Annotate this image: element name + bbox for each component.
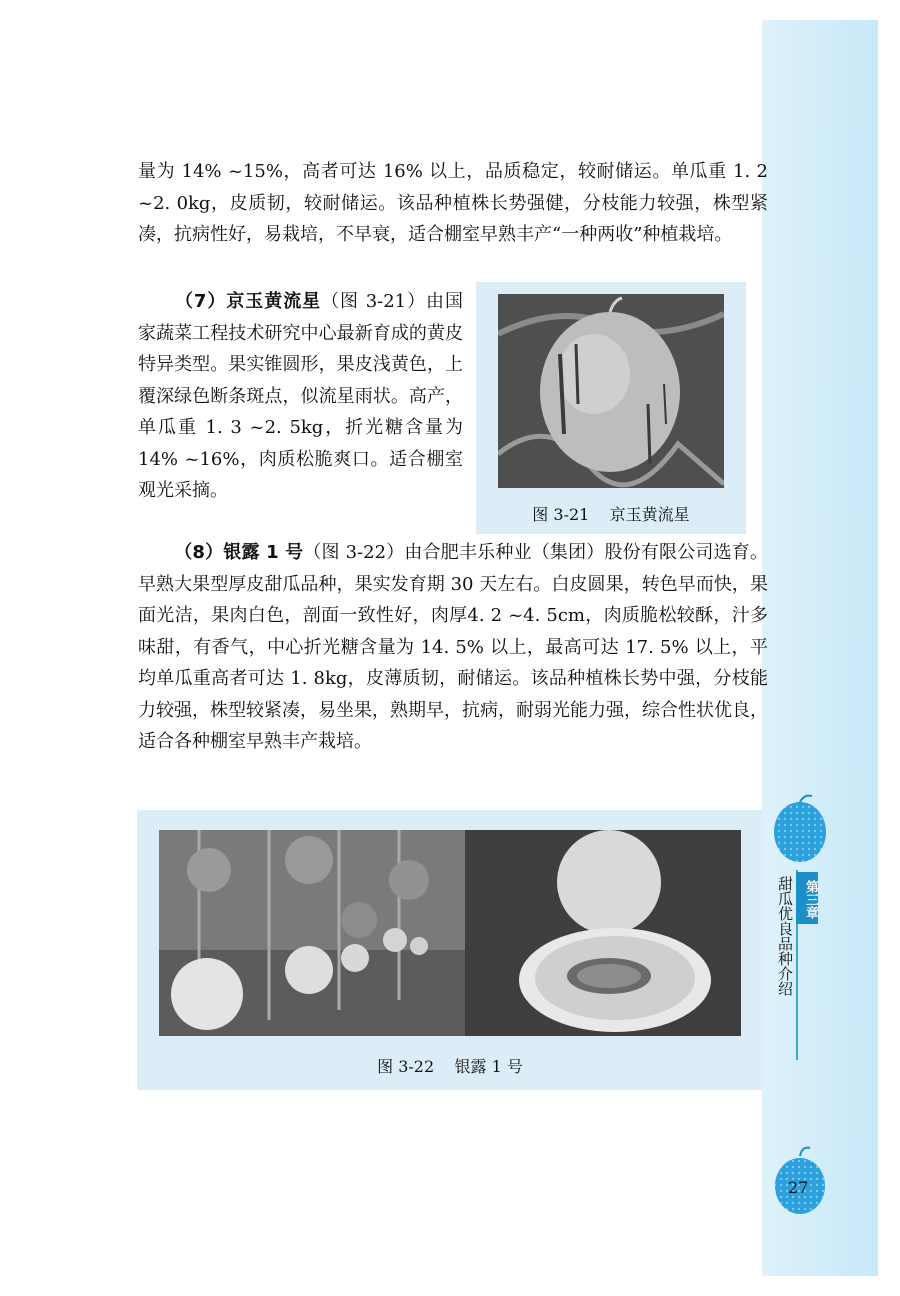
- item-8-text: 由合肥丰乐种业（集团）股份有限公司选育。早熟大果型厚皮甜瓜品种，果实发育期 30 天左右。白皮圆果，转色早而快，果面光洁，果肉白色，剖面一致性好，肉厚4. 2 ~4. 5cm，肉质脆松较酥，汁多味甜，有香气，中心折光糖含量为 14. 5% 以上，最高可达 17. 5% 以上，平均单瓜重高者可达 1. 8kg，皮薄质韧，耐储运。该品种植株长势中强，分枝能力较强，株型较紧凑，易坐果，熟期早，抗病，耐弱光能力强，综合性状优良，适合各种棚室早熟丰产栽培。: [138, 542, 768, 752]
- item-8-figure-ref: （图 3-22）: [303, 542, 405, 563]
- melon-icon: [770, 792, 830, 864]
- side-band: [762, 20, 878, 1276]
- chapter-title: 甜瓜优良品种介绍: [776, 876, 794, 996]
- item-7-text: 由国家蔬菜工程技术研究中心最新育成的黄皮特异类型。果实锥圆形，果皮浅黄色，上覆深绿色断条斑点，似流星雨状。高产，单瓜重 1. 3 ~2. 5kg，折光糖含量为 14% ~16%，肉质松脆爽口。适合棚室观光采摘。: [138, 291, 463, 501]
- melon-cut-photo: [465, 830, 741, 1036]
- figure-3-21: [476, 282, 746, 534]
- item-8-paragraph: [138, 537, 768, 758]
- figure-3-21-caption: 图 3-21 京玉黄流星: [532, 505, 690, 524]
- item-7-figure-ref: （图 3-21）: [321, 291, 427, 312]
- melon-field-image: [159, 830, 465, 1036]
- figure-3-22: [137, 810, 763, 1090]
- paragraph-continued: 量为 14% ~15%，高者可达 16% 以上，品质稳定，较耐储运。单瓜重 1. 2 ~2. 0kg，皮质韧，较耐储运。该品种植株长势强健，分枝能力较强，株型紧凑，抗病性好，易栽培，不早衰，适合棚室早熟丰产“一种两收”种植栽培。: [138, 161, 768, 245]
- melon-image: [498, 294, 724, 488]
- melon-field-photo: [159, 830, 465, 1036]
- melon-photo: [498, 294, 724, 488]
- item-8-heading: （8）银露 1 号: [174, 542, 304, 563]
- page-number: 27: [788, 1178, 809, 1197]
- item-7-heading: （7）京玉黄流星: [174, 291, 322, 312]
- item-7-paragraph: [138, 286, 463, 507]
- chapter-tab: 第三章: [796, 872, 818, 924]
- melon-cut-image: [465, 830, 741, 1036]
- figure-3-22-caption: 图 3-22 银露 1 号: [377, 1057, 523, 1076]
